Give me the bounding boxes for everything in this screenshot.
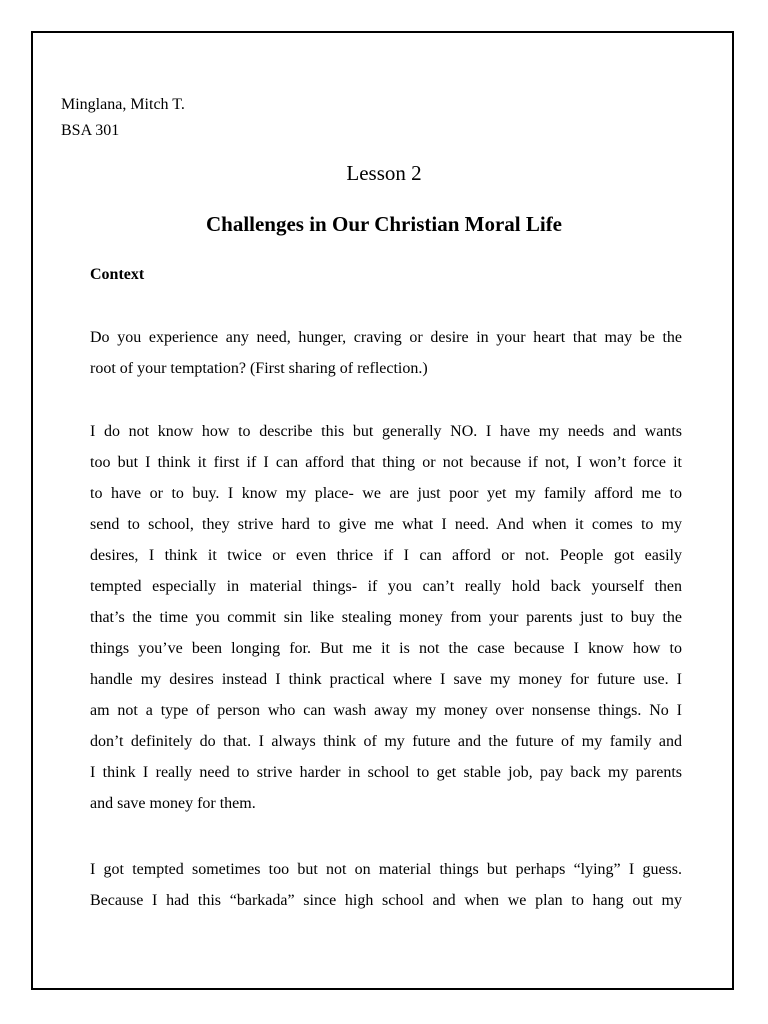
paragraph-line: Do you experience any need, hunger, craving or desire in your heart that may be the	[90, 329, 682, 346]
paragraph-line: Because I had this “barkada” since high school and when we plan to hang out my	[90, 892, 682, 909]
paragraph-line: handle my desires instead I think practical where I save my money for future use. I	[90, 671, 682, 688]
paragraph-line: things you’ve been longing for. But me it is not the case because I know how to	[90, 640, 682, 657]
paragraph-line: root of your temptation? (First sharing of reflection.)	[90, 360, 428, 377]
document-title: Challenges in Our Christian Moral Life	[205, 212, 563, 236]
paragraph-line: and save money for them.	[90, 795, 256, 812]
paragraph-line: am not a type of person who can wash away my money over nonsense things. No I	[90, 702, 682, 719]
paragraph-line: I got tempted sometimes too but not on material things but perhaps “lying” I guess.	[90, 861, 682, 878]
paragraph-line: that’s the time you commit sin like stealing money from your parents just to buy the	[90, 609, 682, 626]
paragraph-line: to have or to buy. I know my place- we are just poor yet my family afford me to	[90, 485, 682, 502]
third-paragraph	[90, 854, 682, 916]
paragraph-line: send to school, they strive hard to give me what I need. And when it comes to my	[90, 516, 682, 533]
question-paragraph	[90, 322, 682, 384]
paragraph-line: desires, I think it twice or even thrice if I can afford or not. People got easily	[90, 547, 682, 564]
paragraph-line: don’t definitely do that. I always think of my future and the future of my family and	[90, 733, 682, 750]
context-heading: Context	[90, 266, 145, 283]
author-block	[61, 92, 185, 144]
paragraph-line: tempted especially in material things- if you can’t really hold back yourself then	[90, 578, 682, 595]
lesson-number: Lesson 2	[346, 161, 422, 185]
paragraph-line: too but I think it first if I can afford that thing or not because if not, I won’t force it	[90, 454, 682, 471]
student-name: Minglana, Mitch T.	[61, 96, 185, 113]
paragraph-line: I do not know how to describe this but generally NO. I have my needs and wants	[90, 423, 682, 440]
answer-paragraph	[90, 416, 682, 819]
paragraph-line: I think I really need to strive harder in school to get stable job, pay back my parents	[90, 764, 682, 781]
class-section: BSA 301	[61, 122, 120, 139]
